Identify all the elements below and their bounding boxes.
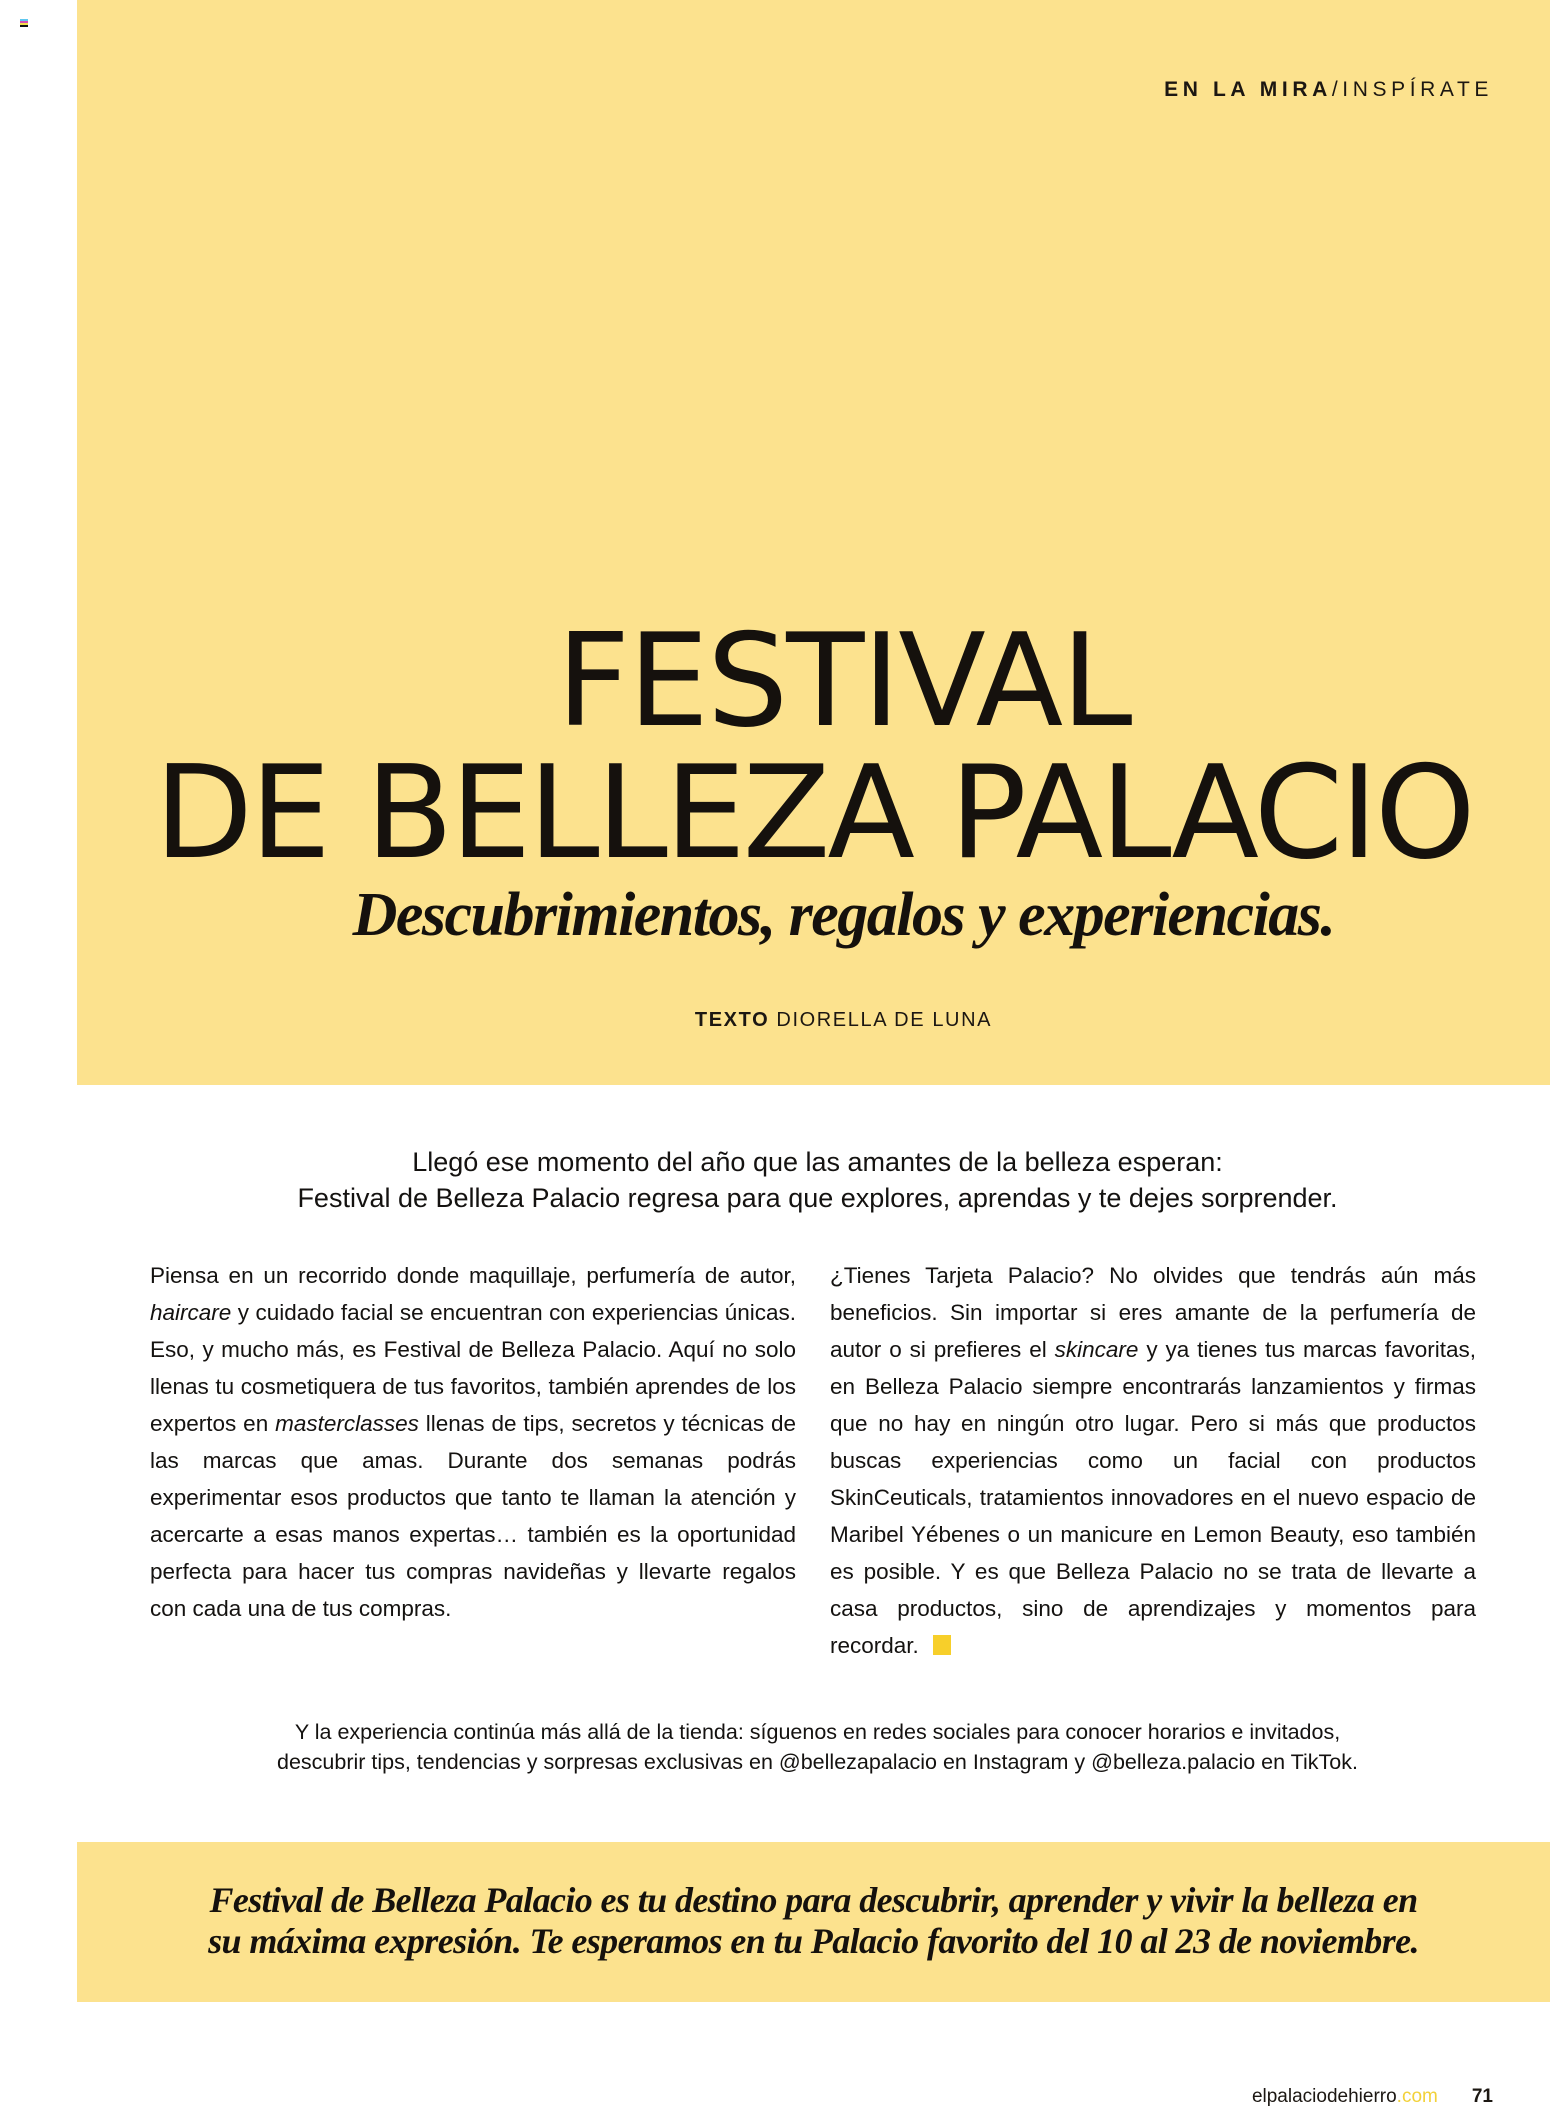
section-separator: / (1331, 78, 1343, 101)
body-text: Piensa en un recorrido donde maquillaje, perfumería de autor, (150, 1263, 796, 1288)
end-of-article-square-icon (933, 1635, 951, 1655)
article-subtitle: Descubrimientos, regalos y experiencias. (352, 881, 1335, 949)
body-column-left (150, 1257, 796, 1627)
print-registration-mark (20, 19, 28, 27)
body-text: llenas de tips, secretos y técnicas de las marcas que amas. Durante dos semanas podrás experimentar esos productos que tanto te llaman la atención y acercarte a esas manos expertas… también es la oportunidad perfecta para hacer tus compras navideñas y llevarte regalos con cada una de tus compras. (150, 1411, 796, 1621)
callout-line-1: Festival de Belleza Palacio es tu destino para descubrir, aprender y vivir la belleza en (209, 1880, 1418, 1920)
article-title-line-2: DE BELLEZA PALACIO (154, 739, 1473, 888)
body-text: y cuidado facial se encuentran con experiencias únicas. Eso, y mucho más, es Festival de Belleza Palacio. Aquí no solo llenas tu cosmetiquera de tus favoritos, también aprendes de los expertos en (150, 1300, 796, 1436)
article-intro (150, 1144, 1485, 1216)
site-tld: .com (1396, 2086, 1438, 2107)
social-line-2: descubrir tips, tendencias y sorpresas exclusivas en @bellezapalacio en Instagram y @belleza.palacio en TikTok. (277, 1750, 1358, 1774)
section-tag (1164, 78, 1493, 102)
body-text: y ya tienes tus marcas favoritas, en Belleza Palacio siempre encontrarás lanzamientos y firmas que no hay en ningún otro lugar. Pero si más que productos buscas experiencias como un facial con productos SkinCeuticals, tratamientos innovadores en el nuevo espacio de Maribel Yébenes o un manicure en Lemon Beauty, eso también es posible. Y es que Belleza Palacio no se trata de llevarte a casa productos, sino de aprendizajes y momentos para recordar. (830, 1337, 1476, 1658)
intro-line-2: Festival de Belleza Palacio regresa para que explores, aprendas y te dejes sorprender. (297, 1183, 1338, 1213)
body-column-right (830, 1257, 1476, 1664)
page-number: 71 (1471, 2086, 1493, 2107)
byline (77, 1009, 1550, 1032)
intro-line-1: Llegó ese momento del año que las amantes de la belleza esperan: (412, 1147, 1223, 1177)
body-emphasis: masterclasses (275, 1411, 419, 1436)
hero-banner (77, 0, 1550, 1085)
byline-author: DIORELLA DE LUNA (776, 1009, 993, 1031)
social-note (150, 1717, 1485, 1777)
callout-box (77, 1842, 1550, 2002)
article-title-line-1: FESTIVAL (556, 607, 1131, 756)
site-name: elpalaciodehierro (1251, 2086, 1397, 2107)
callout-line-2: su máxima expresión. Te esperamos en tu Palacio favorito del 10 al 23 de noviembre. (208, 1921, 1419, 1961)
body-text: ¿Tienes Tarjeta Palacio? No olvides que tendrás aún más beneficios. Sin importar si eres amante de la perfumería de autor o si prefieres el (830, 1263, 1476, 1362)
callout-text (147, 1880, 1480, 1962)
byline-label: TEXTO (694, 1009, 770, 1031)
section-name: EN LA MIRA (1164, 78, 1332, 101)
body-emphasis: haircare (150, 1300, 232, 1325)
page-footer (1252, 2086, 1493, 2108)
subsection-name: INSPÍRATE (1342, 78, 1493, 101)
social-line-1: Y la experiencia continúa más allá de la tienda: síguenos en redes sociales para conocer horarios e invitados, (294, 1720, 1341, 1744)
body-emphasis: skincare (1054, 1337, 1139, 1362)
